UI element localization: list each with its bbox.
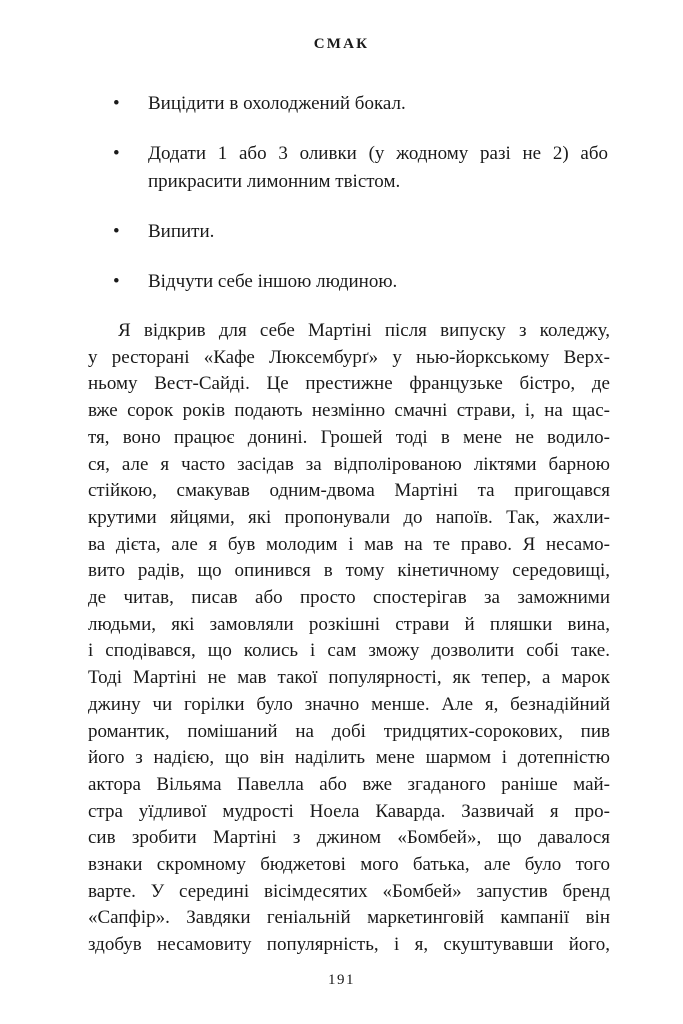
paragraph-line: актора Вільяма Павелла або вже згаданого раніше май- <box>88 773 610 795</box>
bullet-text: Випити. <box>148 221 215 242</box>
paragraph-line: джину чи горілки було значно менше. Але я, безнадійний <box>88 693 610 715</box>
paragraph-line: і сподівався, що колись і сам зможу дозволити собі таке. <box>88 640 610 662</box>
paragraph-line: тя, воно працює донині. Грошей тоді в мене не водило- <box>88 426 610 448</box>
body-paragraph <box>88 318 610 959</box>
paragraph-line: його з надією, що він наділить мене шармом і дотепністю <box>88 747 610 769</box>
bullet-mark: • <box>113 221 120 242</box>
paragraph-line: ньому Вест-Сайді. Це престижне французьке бістро, де <box>88 373 610 395</box>
bullet-text: Відчути себе іншою людиною. <box>148 271 398 292</box>
paragraph-line: стра уїдливої мудрості Ноела Каварда. Зазвичай я про- <box>88 800 610 822</box>
paragraph-line: вже сорок років подають незмінно смачні страви, і, на щас- <box>88 400 610 422</box>
bullet-mark: • <box>113 271 120 292</box>
paragraph-line: ва дієта, але я був молодим і мав на те право. Я несамо- <box>88 533 610 555</box>
page-number: 191 <box>328 972 355 988</box>
paragraph-line: Я відкрив для себе Мартіні після випуску з коледжу, <box>118 320 610 341</box>
bullet-mark: • <box>113 93 120 114</box>
bullet-item <box>113 218 608 246</box>
running-head: СМАК <box>313 36 370 52</box>
bullet-list <box>113 90 608 318</box>
paragraph-line: стійкою, смакував одним-двома Мартіні та пригощався <box>88 480 610 502</box>
paragraph-line: сив зробити Мартіні з джином «Бомбей», що давалося <box>88 827 610 849</box>
paragraph-line: людьми, які замовляли розкішні страви й пляшки вина, <box>88 613 610 635</box>
bullet-item <box>113 268 608 296</box>
paragraph-line: де читав, писав або просто спостерігав за заможними <box>88 587 610 609</box>
paragraph-line: Тоді Мартіні не мав такої популярності, як тепер, а марок <box>88 667 610 689</box>
paragraph-line: взнаки скромному бюджетові мого батька, але було того <box>88 854 610 876</box>
bullet-item <box>113 140 608 196</box>
paragraph-line: ся, але я часто засідав за відполірованою ліктями барною <box>88 453 610 475</box>
paragraph-line: витo радів, що опинився в тому кінетичному середовищі, <box>88 560 610 582</box>
paragraph-line: романтик, помішаний на добі тридцятих-сорокових, пив <box>88 720 610 742</box>
bullet-text: Додати 1 або 3 оливки (у жодному разі не 2) або прикрасити лимонним твістом. <box>148 143 608 192</box>
paragraph-line: у ресторані «Кафе Люксембурґ» у нью-йоркському Верх- <box>88 346 610 368</box>
paragraph-line: «Сапфір». Завдяки геніальній маркетинговій кампанії він <box>88 907 610 929</box>
paragraph-line: здобув несамовиту популярність, і я, скуштувавши його, <box>88 934 610 956</box>
bullet-mark: • <box>113 143 120 164</box>
paragraph-line: крутими яйцями, які пропонували до напоїв. Так, жахли- <box>88 506 610 528</box>
bullet-item <box>113 90 608 118</box>
paragraph-line: варте. У середині вісімдесятих «Бомбей» запустив бренд <box>88 880 610 902</box>
bullet-text: Вицідити в охолоджений бокал. <box>148 93 406 114</box>
